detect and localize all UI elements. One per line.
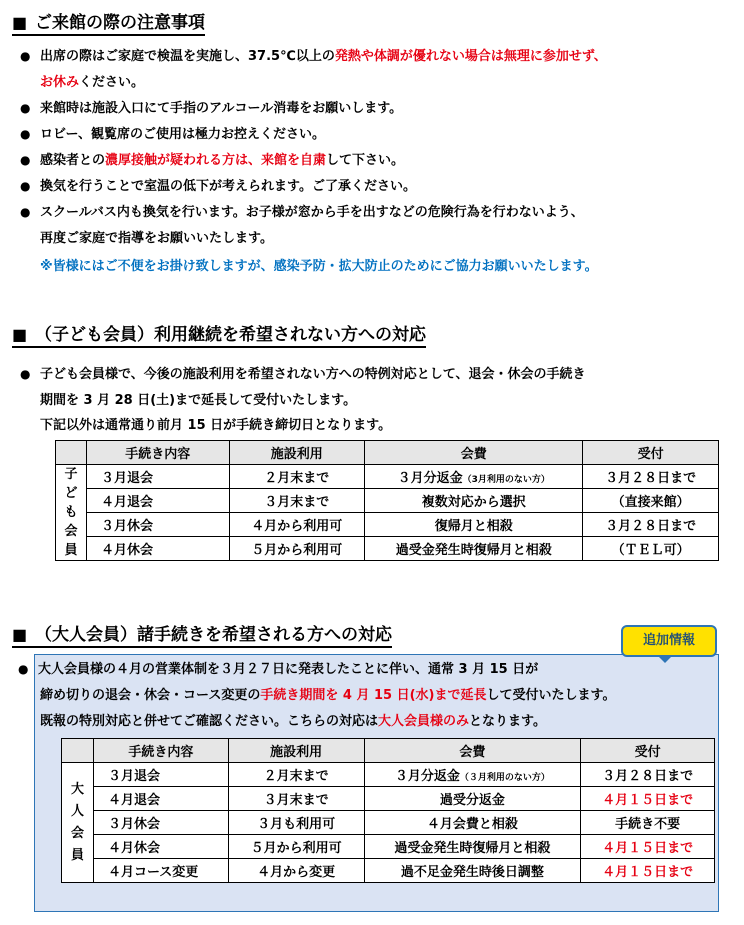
table-row xyxy=(62,787,715,811)
square-marker-icon: ■ xyxy=(12,625,28,644)
fee-note: （３月利用のない方） xyxy=(459,773,550,783)
s1-item-6 xyxy=(20,200,584,225)
cell-facility-use: ５月から利用可 xyxy=(228,835,364,859)
section1-heading xyxy=(12,8,205,36)
cell-procedure: ３月休会 xyxy=(86,513,229,537)
s1-line4c: して下さい。 xyxy=(326,153,405,168)
table-row xyxy=(62,835,715,859)
cell-fee xyxy=(365,465,583,489)
s1-note: ※皆様にはご不便をお掛け致しますが、感染予防・拡大防止のためにご協力お願いいたします。 xyxy=(40,259,598,274)
s2-para-1b: 期間を 3 月 28 日(土)まで延長して受付いたします。 xyxy=(40,393,357,408)
bullet-icon: ● xyxy=(20,49,31,63)
s3-para3b: 大人会員様のみ xyxy=(378,714,470,729)
additional-info-badge: 追加情報 xyxy=(621,625,717,657)
table-header-row xyxy=(56,441,719,465)
bullet-icon: ● xyxy=(18,662,29,676)
side-char: 員 xyxy=(70,847,84,863)
bullet-icon: ● xyxy=(20,153,31,167)
cell-fee: 復帰月と相殺 xyxy=(365,513,583,537)
cell-reception: （ＴＥＬ可） xyxy=(583,537,719,561)
table-row xyxy=(56,513,719,537)
side-char: 会 xyxy=(64,524,78,539)
section1-title: ご来館の際の注意事項 xyxy=(35,13,206,33)
cell-procedure: ３月退会 xyxy=(86,465,229,489)
col-header-reception: 受付 xyxy=(581,739,715,763)
cell-reception: ３月２８日まで xyxy=(581,763,715,787)
table-row xyxy=(56,537,719,561)
col-header-reception: 受付 xyxy=(583,441,719,465)
cell-procedure: ４月コース変更 xyxy=(93,859,228,883)
side-char: 会 xyxy=(70,825,84,841)
cell-facility-use: ４月から変更 xyxy=(228,859,364,883)
cell-reception: （直接来館） xyxy=(583,489,719,513)
kids-member-table xyxy=(55,440,719,561)
col-header-fee: 会費 xyxy=(364,739,581,763)
s1-line3: ロビー、観覧席のご使用は極力お控えください。 xyxy=(40,127,325,142)
s3-para2b: 手続き期間を 4 月 15 日(水)まで延長 xyxy=(260,688,487,703)
table-header-row xyxy=(62,739,715,763)
s2-para-1c: 下記以外は通常通り前月 15 日が手続き締切日となります。 xyxy=(40,418,392,433)
fee-text: ３月分返金 xyxy=(397,471,463,486)
col-header-facility-use: 施設利用 xyxy=(229,441,365,465)
side-char: 大 xyxy=(70,781,84,797)
table-row xyxy=(56,489,719,513)
cell-reception: ３月２８日まで xyxy=(583,465,719,489)
s1-line1d: ください。 xyxy=(79,75,145,90)
cell-procedure: ４月退会 xyxy=(86,489,229,513)
cell-fee: ４月会費と相殺 xyxy=(364,811,581,835)
cell-facility-use: ５月から利用可 xyxy=(229,537,365,561)
col-header-fee: 会費 xyxy=(365,441,583,465)
col-header-facility-use: 施設利用 xyxy=(228,739,364,763)
s3-para3a: 既報の特別対応と併せてご確認ください。こちらの対応は xyxy=(40,714,379,729)
section2-heading xyxy=(12,320,426,348)
blank-corner xyxy=(56,441,87,465)
cell-reception: 手続き不要 xyxy=(581,811,715,835)
cell-procedure: ４月退会 xyxy=(93,787,228,811)
cell-fee: 過受分返金 xyxy=(364,787,581,811)
s3-para-1 xyxy=(18,657,538,682)
cell-procedure: ３月退会 xyxy=(93,763,228,787)
s1-line1c: お休み xyxy=(40,75,80,90)
side-char: 子 xyxy=(64,467,78,482)
s1-item-3 xyxy=(20,122,325,147)
adult-member-table xyxy=(61,738,715,883)
cell-facility-use: ３月末まで xyxy=(229,489,365,513)
bullet-icon: ● xyxy=(20,127,31,141)
s2-para1a: 子ども会員様で、今後の施設利用を希望されない方への特例対応として、退会・休会の手続き xyxy=(40,367,586,382)
table-row xyxy=(62,859,715,883)
side-char: 人 xyxy=(70,803,84,819)
section3-title: （大人会員）諸手続きを希望される方への対応 xyxy=(35,625,393,645)
s1-line4b: 濃厚接触が疑われる方は、来館を自粛 xyxy=(105,153,327,168)
fee-note: （3月利用のない方） xyxy=(462,475,550,485)
kids-side-label xyxy=(56,465,87,561)
s2-para-1 xyxy=(20,362,585,387)
cell-reception-deadline: ４月１５日まで xyxy=(581,835,715,859)
side-char: 員 xyxy=(64,543,78,558)
square-marker-icon: ■ xyxy=(12,13,28,32)
bullet-icon: ● xyxy=(20,205,31,219)
s3-para-2 xyxy=(40,683,615,708)
cell-facility-use: ２月末まで xyxy=(228,763,364,787)
section3-heading xyxy=(12,620,392,648)
bullet-icon: ● xyxy=(20,179,31,193)
s1-item-1-cont xyxy=(40,70,144,95)
s1-line1b: 発熱や体調が優れない場合は無理に参加せず、 xyxy=(334,49,607,64)
table-row xyxy=(56,465,719,489)
s1-line5: 換気を行うことで室温の低下が考えられます。ご了承ください。 xyxy=(40,179,416,194)
s1-line1a: 出席の際はご家庭で検温を実施し、37.5℃以上の xyxy=(40,49,335,64)
fee-text: ３月分返金 xyxy=(394,769,460,784)
cell-reception: ３月２８日まで xyxy=(583,513,719,537)
s1-line2: 来館時は施設入口にて手指のアルコール消毒をお願いします。 xyxy=(40,101,403,116)
cell-procedure: ４月休会 xyxy=(93,835,228,859)
cell-procedure: ４月休会 xyxy=(86,537,229,561)
s3-para2a: 締め切りの退会・休会・コース変更の xyxy=(40,688,261,703)
side-char: も xyxy=(64,505,78,520)
s1-item-1 xyxy=(20,44,607,69)
s1-item-6-cont: 再度ご家庭で指導をお願いいたします。 xyxy=(40,231,273,246)
section2-title: （子ども会員）利用継続を希望されない方への対応 xyxy=(35,325,427,345)
cell-procedure: ３月休会 xyxy=(93,811,228,835)
s3-para2c: して受付いたします。 xyxy=(486,688,616,703)
table-row xyxy=(62,811,715,835)
cell-reception-deadline: ４月１５日まで xyxy=(581,787,715,811)
cell-fee: 複数対応から選択 xyxy=(365,489,583,513)
cell-fee: 過受金発生時復帰月と相殺 xyxy=(365,537,583,561)
cell-fee xyxy=(364,763,581,787)
square-marker-icon: ■ xyxy=(12,325,28,344)
bullet-icon: ● xyxy=(20,101,31,115)
s1-item-5 xyxy=(20,174,416,199)
s1-item-2 xyxy=(20,96,402,121)
cell-facility-use: ２月末まで xyxy=(229,465,365,489)
col-header-procedure: 手続き内容 xyxy=(86,441,229,465)
blank-corner xyxy=(62,739,94,763)
bullet-icon: ● xyxy=(20,367,31,381)
s1-item-4 xyxy=(20,148,404,173)
s1-line6a: スクールバス内も換気を行います。お子様が窓から手を出すなどの危険行為を行わないよう、 xyxy=(40,205,584,220)
s1-line4a: 感染者との xyxy=(40,153,106,168)
s3-para1: 大人会員様の４月の営業体制を３月２７日に発表したことに伴い、通常 3 月 15 日が xyxy=(38,662,539,677)
cell-fee: 過不足金発生時後日調整 xyxy=(364,859,581,883)
side-char: ど xyxy=(64,486,78,501)
table-row xyxy=(62,763,715,787)
cell-reception-deadline: ４月１５日まで xyxy=(581,859,715,883)
adult-side-label xyxy=(62,763,94,883)
cell-facility-use: ３月末まで xyxy=(228,787,364,811)
cell-facility-use: ３月も利用可 xyxy=(228,811,364,835)
col-header-procedure: 手続き内容 xyxy=(93,739,228,763)
cell-facility-use: ４月から利用可 xyxy=(229,513,365,537)
s3-para-3 xyxy=(40,709,546,734)
cell-fee: 過受金発生時復帰月と相殺 xyxy=(364,835,581,859)
s3-para3c: となります。 xyxy=(469,714,546,729)
